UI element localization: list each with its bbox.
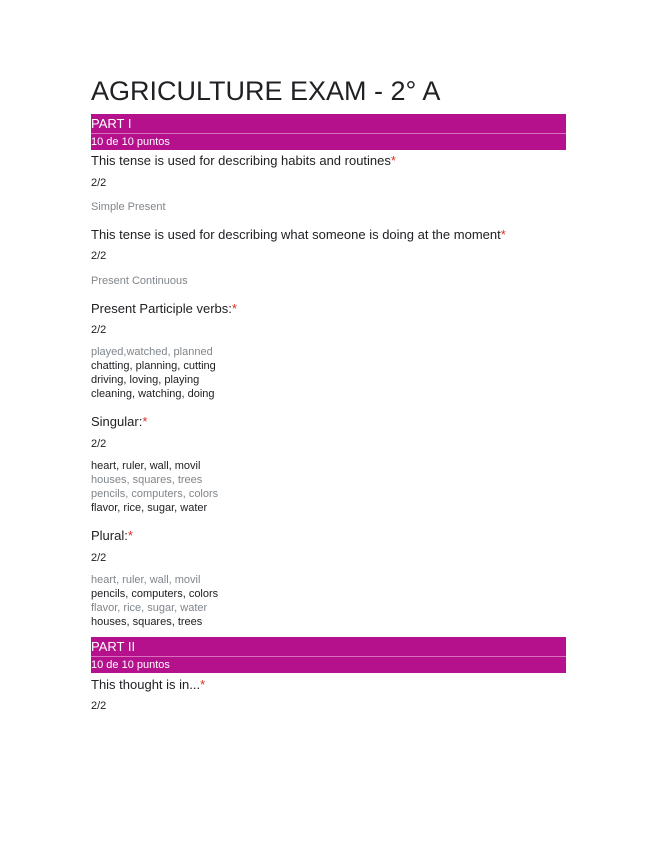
question-points: 2/2: [91, 324, 107, 336]
required-mark: *: [142, 414, 148, 429]
answer-option-selected: chatting, planning, cutting: [91, 360, 216, 372]
question-title: This thought is in...*: [91, 677, 206, 692]
page-title: AGRICULTURE EXAM - 2° A: [91, 76, 441, 106]
required-mark: *: [390, 153, 396, 168]
answer-option-selected: flavor, rice, sugar, water: [91, 502, 208, 514]
answer-option: played,watched, planned: [91, 346, 213, 358]
question-points: 2/2: [91, 438, 107, 450]
answer-option-selected: cleaning, watching, doing: [91, 388, 215, 400]
question-points: 2/2: [91, 552, 107, 564]
section-header-part-2: [91, 637, 566, 673]
question-points: 2/2: [91, 700, 107, 712]
answer-option: Simple Present: [91, 201, 166, 213]
answer-option-selected: pencils, computers, colors: [91, 588, 219, 600]
question-title: Singular:*: [91, 414, 148, 429]
section-score: 10 de 10 puntos: [91, 659, 170, 671]
question-points: 2/2: [91, 177, 107, 189]
question-title: Plural:*: [91, 528, 133, 543]
question-points: 2/2: [91, 250, 107, 262]
required-mark: *: [500, 227, 506, 242]
section-header-part-1: [91, 114, 566, 150]
answer-option: Present Continuous: [91, 275, 188, 287]
section-score: 10 de 10 puntos: [91, 136, 170, 148]
required-mark: *: [127, 528, 133, 543]
answer-option: heart, ruler, wall, movil: [91, 574, 201, 586]
question-title: Present Participle verbs:*: [91, 301, 237, 316]
answer-option-selected: driving, loving, playing: [91, 374, 200, 386]
answer-option: houses, squares, trees: [91, 474, 203, 486]
answer-option: flavor, rice, sugar, water: [91, 602, 208, 614]
answer-option-selected: heart, ruler, wall, movil: [91, 460, 201, 472]
question-title: This tense is used for describing what someone is doing at the moment*: [91, 227, 506, 242]
required-mark: *: [200, 677, 206, 692]
question-title: This tense is used for describing habits and routines*: [91, 153, 396, 168]
section-name: PART I: [91, 114, 566, 134]
answer-option-selected: houses, squares, trees: [91, 616, 203, 628]
section-name: PART II: [91, 637, 566, 657]
answer-option: pencils, computers, colors: [91, 488, 219, 500]
required-mark: *: [231, 301, 237, 316]
